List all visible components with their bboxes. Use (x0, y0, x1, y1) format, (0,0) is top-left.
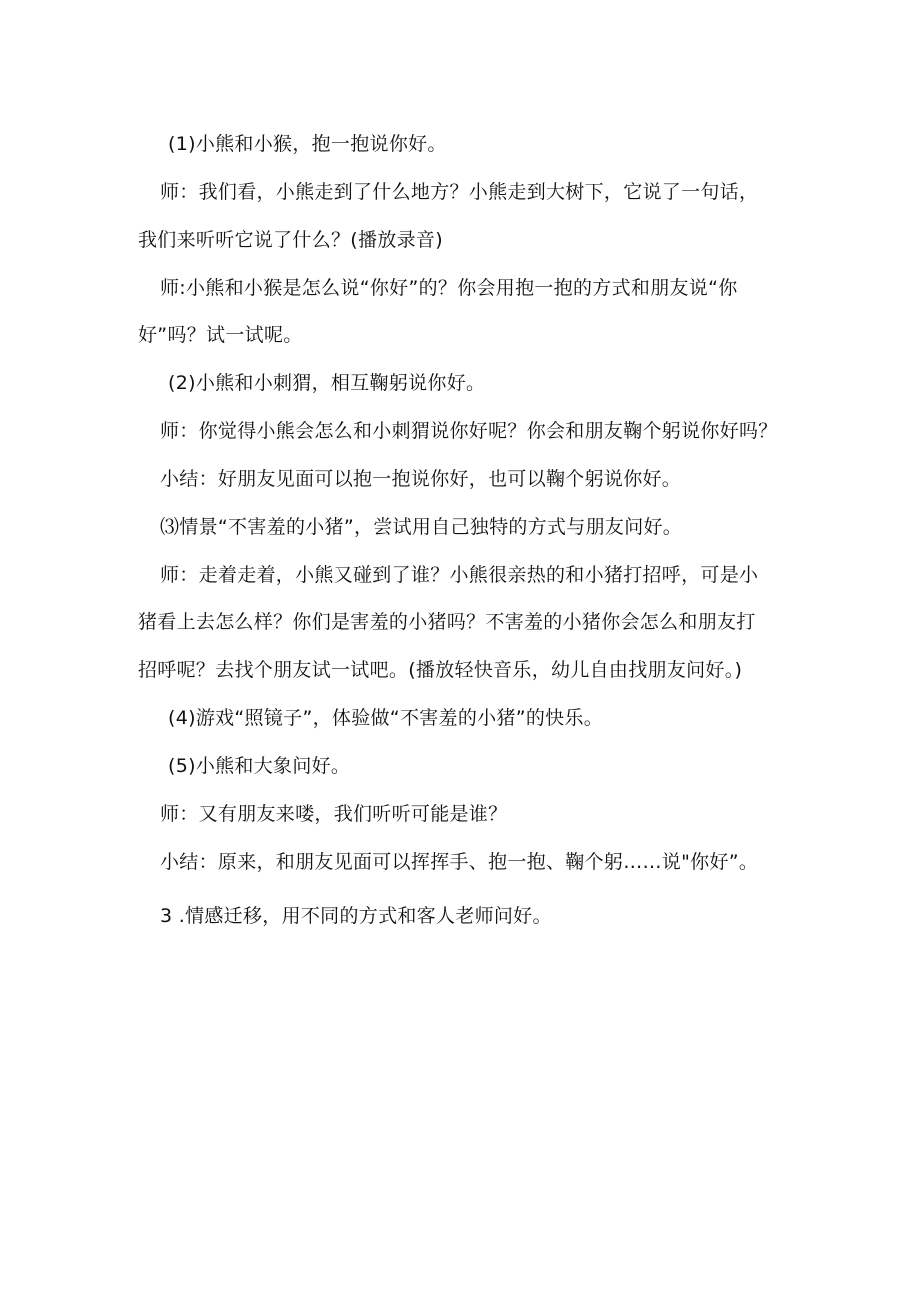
text-line: (2)小熊和小刺猬，相互鞠躬说你好。 (168, 372, 486, 394)
text-line: 师：又有朋友来喽，我们听听可能是谁？ (160, 803, 508, 825)
text-line: 师：你觉得小熊会怎么和小刺猬说你好呢？你会和朋友鞠个躬说你好吗？ (160, 420, 778, 442)
text-line: ⑶情景“不害羞的小猪”，尝试用自己独特的方式与朋友问好。 (160, 516, 683, 538)
text-line: 小结：好朋友见面可以抱一抱说你好，也可以鞠个躬说你好。 (160, 468, 682, 490)
text-line: 我们来听听它说了什么？(播放录音) (138, 229, 443, 251)
text-line: 招呼呢？去找个朋友试一试吧。(播放轻快音乐，幼儿自由找朋友问好。) (138, 659, 743, 681)
text-line: 师：我们看，小熊走到了什么地方？小熊走到大树下，它说了一句话， (160, 181, 759, 203)
text-line: 猪看上去怎么样？你们是害羞的小猪吗？不害羞的小猪你会怎么和朋友打 (138, 611, 756, 633)
text-line: (5)小熊和大象问好。 (168, 755, 351, 777)
text-line: 3 .情感迁移，用不同的方式和客人老师问好。 (160, 905, 552, 927)
text-line: 师:小熊和小猴是怎么说“你好”的？你会用抱一抱的方式和朋友说“你 (160, 277, 738, 299)
text-line: (4)游戏“照镜子”，体验做“不害羞的小猪”的快乐。 (168, 707, 604, 729)
text-line: 好”吗？试一试呢。 (138, 324, 303, 346)
text-line: 小结：原来，和朋友见面可以挥挥手、抱一抱、鞠个躬……说"你好”。 (160, 851, 759, 873)
text-line: (1)小熊和小猴，抱一抱说你好。 (168, 133, 447, 155)
text-line: 师：走着走着，小熊又碰到了谁？小熊很亲热的和小猪打招呼，可是小 (160, 564, 759, 586)
